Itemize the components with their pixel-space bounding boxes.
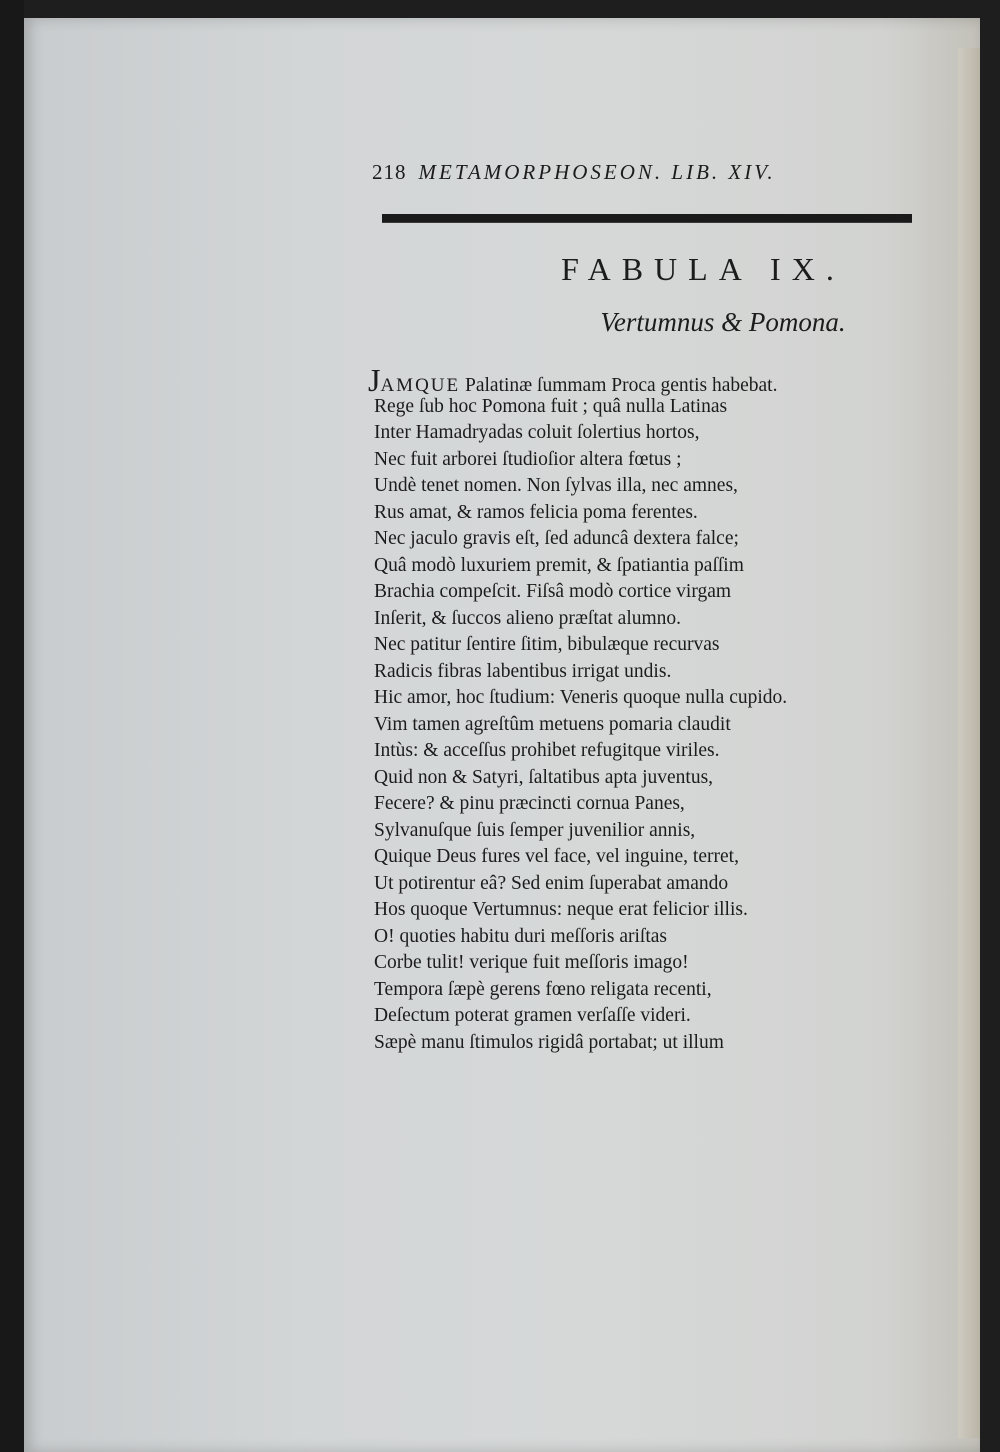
drop-cap: J [368,362,381,398]
verse-line: Rege ſub hoc Pomona fuit ; quâ nulla Latinas [374,395,728,417]
verse-line-first [368,362,928,398]
page-edge [958,48,980,1438]
verse-line: Corbe tulit! verique fuit meſſoris imago! [374,952,689,973]
verse-line: Radicis fibras labentibus irrigat undis. [374,660,672,682]
running-head [368,160,928,204]
fabula-title: FABULA IX. [561,251,845,287]
verse-line: Intùs: & acceſſus prohibet refugitque viriles. [374,740,720,761]
header-rule [382,214,912,223]
verse-line: Quid non & Satyri, ſaltatibus apta juventus, [374,766,714,788]
verse-line: Rus amat, & ramos felicia poma ferentes. [374,501,698,523]
verse-line: Quâ modò luxuriem premit, & ſpatiantia paſſim [374,554,744,576]
verse-line: Inſerit, & ſuccos alieno præſtat alumno. [374,607,682,629]
verse-line: Nec patitur ſentire ſitim, bibulæque recurvas [374,634,720,655]
verse-line: Sæpè manu ſtimulos rigidâ portabat; ut illum [374,1031,724,1053]
verse-line: Fecere? & pinu præcincti cornua Panes, [374,793,685,814]
running-title: METAMORPHOSEON. LIB. XIV. [418,160,776,184]
verse-line: Tempora ſæpè gerens fœno religata recenti, [374,978,712,1000]
fabula-subtitle: Vertumnus & Pomona. [600,307,846,337]
verse-line: Ut potirentur eâ? Sed enim ſuperabat amando [374,872,729,894]
verse-line: Nec jaculo gravis eſt, ſed aduncâ dextera falce; [374,528,739,549]
verse-line: Inter Hamadryadas coluit ſolertius hortos, [374,422,700,443]
verse-line: Hos quoque Vertumnus: neque erat felicior illis. [374,899,748,920]
verse-list [368,362,928,1056]
text-block [368,160,928,1056]
first-word-small-caps: AMQUE [380,375,461,396]
verse-line: Brachia compeſcit. Fiſsâ modò cortice virgam [374,581,732,602]
page-number: 218 [372,160,407,184]
book-binding-gutter [0,0,24,1452]
verse-line: Nec fuit arborei ſtudioſior altera fœtus ; [374,448,682,470]
verse-line: Deſectum poterat gramen verſaſſe videri. [374,1005,691,1026]
verse-line: O! quoties habitu duri meſſoris ariſtas [374,925,667,947]
verse-line: Sylvanuſque ſuis ſemper juvenilior annis, [374,819,696,841]
verse-line: Undè tenet nomen. Non ſylvas illa, nec amnes, [374,475,738,496]
verse-line: Vim tamen agreſtûm metuens pomaria claudit [374,713,731,735]
verse-line: Hic amor, hoc ſtudium: Veneris quoque nulla cupido. [374,687,788,708]
first-line-rest: Palatinæ ſummam Proca gentis habebat. [460,375,778,396]
verse-line: Quique Deus fures vel face, vel inguine, terret, [374,846,739,867]
